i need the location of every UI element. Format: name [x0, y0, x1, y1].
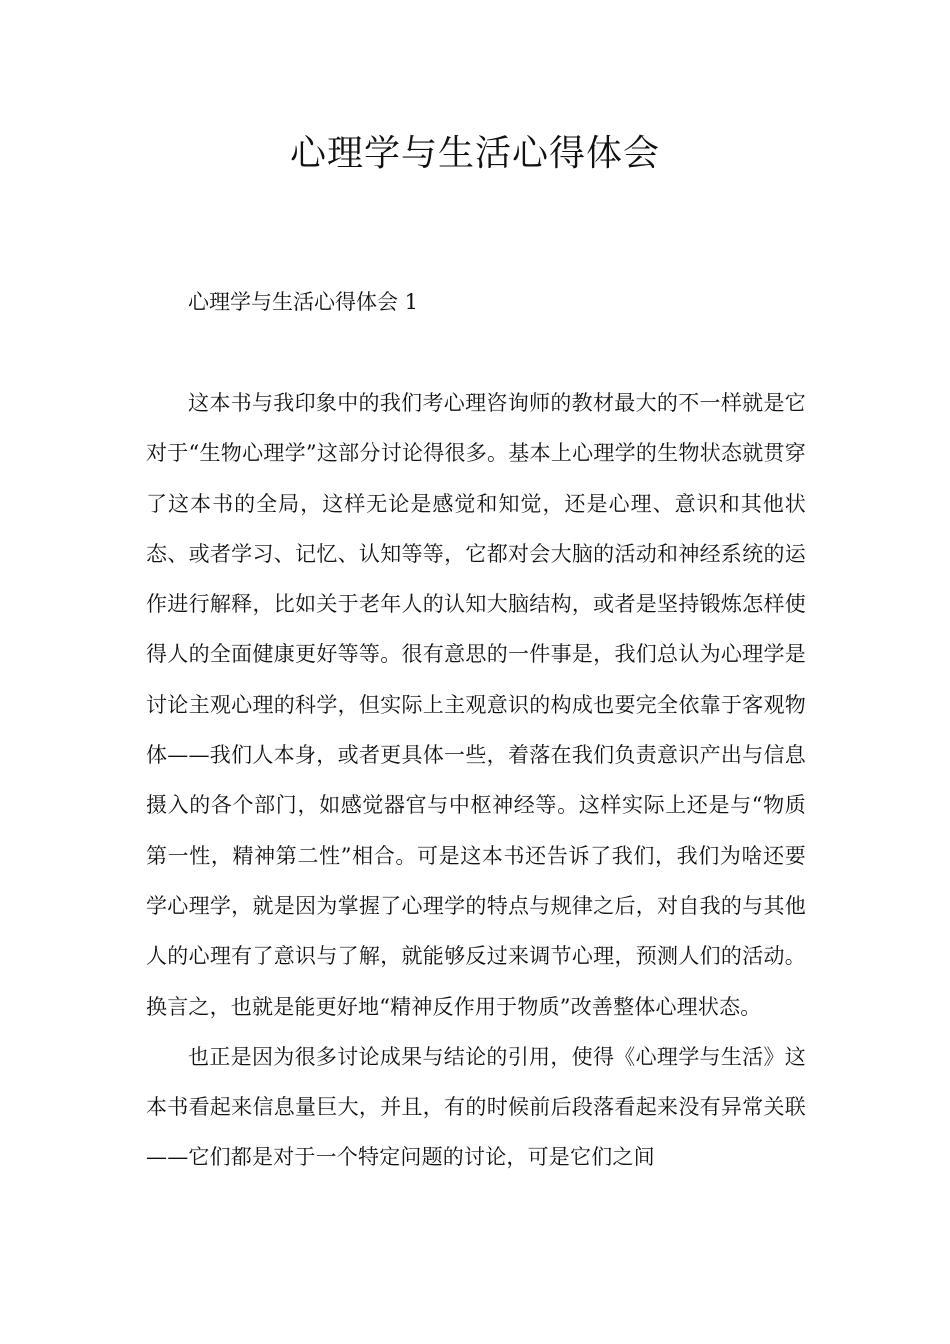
body-text	[146, 378, 806, 1183]
document-title: 心理学与生活心得体会	[289, 133, 660, 174]
section-heading: 心理学与生活心得体会 1	[188, 290, 419, 314]
paragraph: 也正是因为很多讨论成果与结论的引用，使得《心理学与生活》这本书看起来信息量巨大，并且，有的时候前后段落看起来没有异常关联——它们都是对于一个特定问题的讨论，可是它们之间	[146, 1044, 806, 1170]
paragraph: 这本书与我印象中的我们考心理咨询师的教材最大的不一样就是它对于“生物心理学”这部分讨论得很多。基本上心理学的生物状态就贯穿了这本书的全局，这样无论是感觉和知觉，还是心理、意识和其他状态、或者学习、记忆、认知等等，它都对会大脑的活动和神经系统的运作进行解释，比如关于老年人的认知大脑结构，或者是坚持锻炼怎样使得人的全面健康更好等等。很有意思的一件事是，我们总认为心理学是讨论主观心理的科学，但实际上主观意识的构成也要完全依靠于客观物体——我们人本身，或者更具体一些，着落在我们负责意识产出与信息摄入的各个部门，如感觉器官与中枢神经等。这样实际上还是与“物质第一性，精神第二性”相合。可是这本书还告诉了我们，我们为啥还要学心理学，就是因为掌握了心理学的特点与规律之后，对自我的与其他人的心理有了意识与了解，就能够反过来调节心理，预测人们的活动。换言之，也就是能更好地“精神反作用于物质”改善整体心理状态。	[146, 391, 806, 1019]
